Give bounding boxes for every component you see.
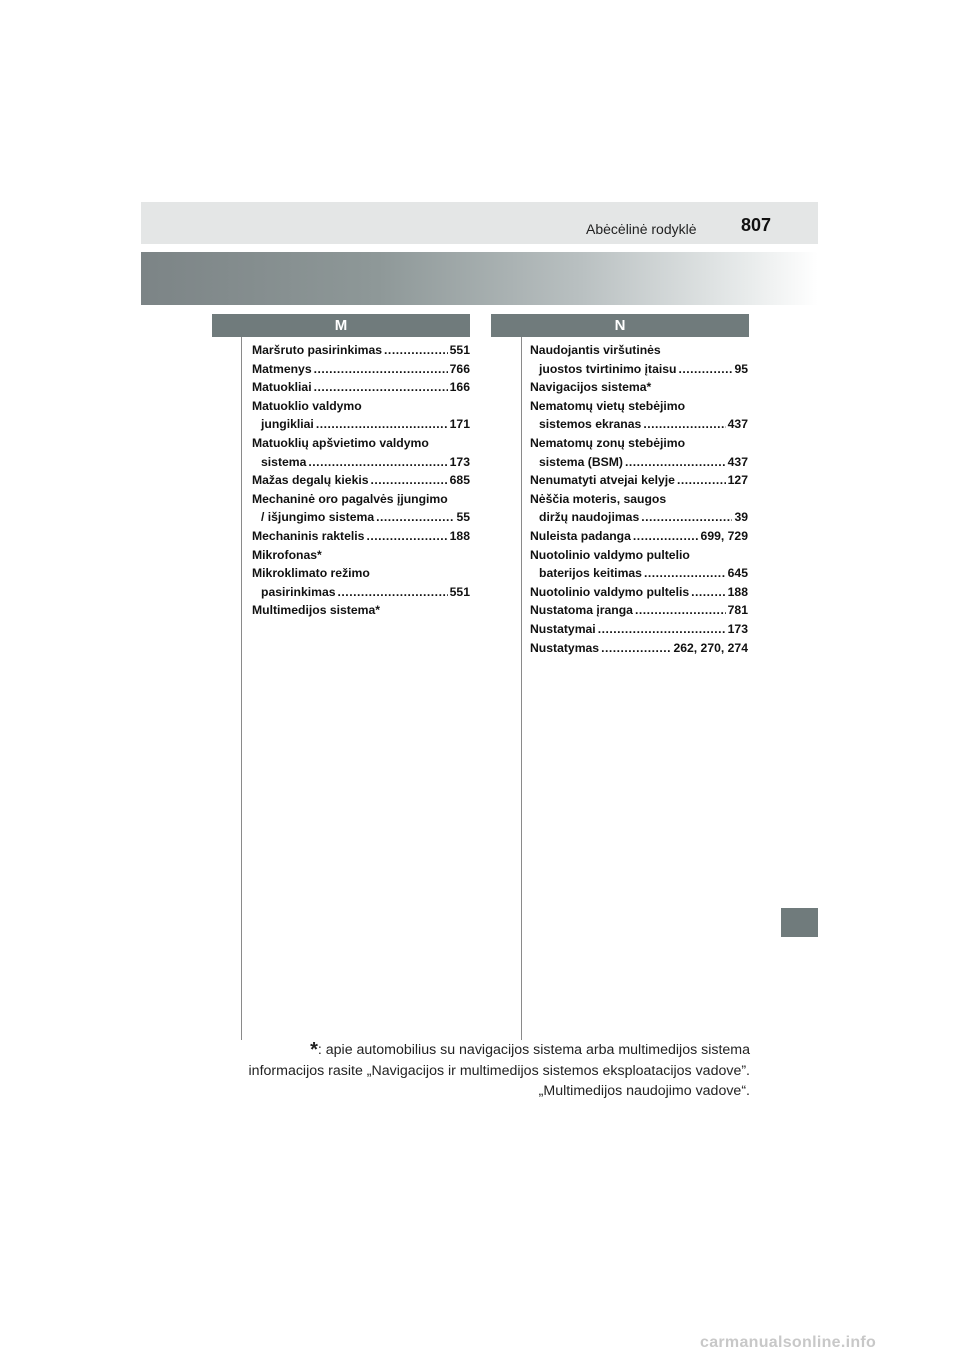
index-entry-line	[530, 620, 748, 639]
index-term: jungikliai	[261, 417, 314, 432]
dot-leader	[371, 471, 448, 490]
chapter-tab-marker	[781, 908, 818, 937]
column-divider-left	[241, 337, 242, 1040]
dot-leader	[677, 471, 726, 490]
index-term: Matuoklių apšvietimo valdymo	[252, 435, 429, 450]
index-entry	[530, 620, 748, 639]
page-header-title: Abėcėlinė rodyklė	[586, 221, 697, 237]
index-entry	[252, 397, 470, 434]
index-entry	[252, 546, 470, 565]
index-entry-line	[252, 471, 470, 490]
index-term: Nematomų vietų stebėjimo	[530, 398, 686, 413]
page-reference[interactable]: 437	[727, 417, 748, 432]
index-entry-line	[252, 360, 470, 379]
index-entry-line	[252, 508, 470, 527]
dot-leader	[633, 527, 699, 546]
index-entry-line	[530, 564, 748, 583]
index-entry-line	[530, 397, 748, 416]
decorative-gradient-band	[141, 252, 818, 305]
page-reference[interactable]: 699, 729	[700, 528, 748, 543]
index-term: / išjungimo sistema	[261, 510, 375, 525]
index-term: baterijos keitimas	[539, 566, 642, 581]
index-term: Mikroklimato režimo	[252, 566, 370, 581]
section-header-m: M	[212, 314, 470, 337]
index-term: Mechaninė oro pagalvės įjungimo	[252, 491, 448, 506]
page-reference[interactable]: 551	[449, 343, 470, 357]
index-term: Nėščia moteris, saugos	[530, 491, 667, 506]
index-entry	[530, 583, 748, 602]
dot-leader	[366, 527, 447, 546]
index-column-m	[252, 341, 470, 620]
page-reference[interactable]: 188	[449, 528, 470, 543]
index-term: Navigacijos sistema*	[530, 380, 652, 395]
dot-leader	[314, 378, 448, 397]
page-reference[interactable]: 39	[734, 510, 748, 525]
index-term: Nustatymai	[530, 621, 596, 636]
index-entry-line	[252, 601, 470, 620]
index-entry	[252, 341, 470, 360]
index-term: Nenumatyti atvejai kelyje	[530, 473, 675, 488]
index-entry-line	[530, 341, 748, 360]
index-entry	[530, 434, 748, 471]
page-reference[interactable]: 55	[456, 510, 470, 525]
page-reference[interactable]: 551	[449, 584, 470, 599]
index-term: Nematomų zonų stebėjimo	[530, 435, 686, 450]
index-term: Nuotolinio valdymo pultelis	[530, 584, 690, 599]
footnote-star: *	[310, 1039, 318, 1061]
index-term: pasirinkimas	[261, 584, 336, 599]
index-term: diržų naudojimas	[539, 510, 640, 525]
index-entry-line	[530, 378, 748, 397]
page-reference[interactable]: 645	[727, 566, 748, 581]
index-term: Mechaninis raktelis	[252, 528, 365, 543]
index-entry-line	[530, 639, 748, 658]
footnote-line-2: informacijos rasite „Navigacijos ir multimedijos sistemos eksploatacijos vadove”.	[248, 1062, 750, 1079]
page-reference[interactable]: 171	[449, 417, 470, 432]
index-entry-line	[530, 546, 748, 565]
index-entry-line	[530, 490, 748, 509]
index-entry-line	[530, 434, 748, 453]
dot-leader	[316, 415, 448, 434]
page-reference[interactable]: 262, 270, 274	[673, 640, 748, 655]
section-header-n: N	[491, 314, 749, 337]
page-reference[interactable]: 766	[449, 361, 470, 376]
page-reference[interactable]: 781	[727, 603, 748, 618]
index-entry	[252, 601, 470, 620]
index-entry-line	[530, 601, 748, 620]
index-entry	[530, 546, 748, 583]
index-entry-line	[530, 415, 748, 434]
index-entry	[530, 527, 748, 546]
index-entry-line	[530, 583, 748, 602]
index-entry-line	[530, 453, 748, 472]
page-reference[interactable]: 173	[449, 454, 470, 469]
index-entry-line	[252, 527, 470, 546]
index-entry	[252, 471, 470, 490]
index-term: sistemos ekranas	[539, 417, 642, 432]
dot-leader	[601, 639, 671, 658]
index-entry	[530, 601, 748, 620]
index-entry-line	[252, 583, 470, 602]
index-entry	[530, 471, 748, 490]
index-entry-line	[252, 453, 470, 472]
index-term: Nuotolinio valdymo pultelio	[530, 547, 690, 562]
index-entry-line	[252, 434, 470, 453]
index-entry	[252, 434, 470, 471]
index-term: Matuokliai	[252, 380, 312, 395]
index-entry-line	[530, 471, 748, 490]
index-entry	[530, 490, 748, 527]
index-term: Nuleista padanga	[530, 528, 631, 543]
watermark: carmanualsonline.info	[700, 1334, 877, 1351]
dot-leader	[314, 360, 448, 379]
page-reference[interactable]: 188	[727, 584, 748, 599]
footnote	[150, 1040, 750, 1102]
index-column-n	[530, 341, 748, 657]
dot-leader	[308, 453, 447, 472]
dot-leader	[644, 564, 726, 583]
index-entry	[252, 564, 470, 601]
index-entry-line	[252, 490, 470, 509]
page-reference[interactable]: 437	[727, 454, 748, 469]
page-number: 807	[741, 215, 772, 235]
dot-leader	[598, 620, 726, 639]
footnote-line-1	[150, 1040, 750, 1061]
page-reference[interactable]: 685	[449, 473, 470, 488]
index-term: Nustatymas	[530, 640, 600, 655]
dot-leader	[635, 601, 726, 620]
index-entry-line	[252, 415, 470, 434]
index-term: Mikrofonas*	[252, 547, 322, 562]
index-entry	[252, 490, 470, 527]
index-term: Matmenys	[252, 361, 312, 376]
footnote-line-3: „Multimedijos naudojimo vadove“.	[538, 1083, 750, 1099]
index-entry-line	[530, 360, 748, 379]
index-term: Nustatoma įranga	[530, 603, 633, 618]
page-reference[interactable]: 166	[449, 380, 470, 395]
index-entry	[530, 378, 748, 397]
index-term: Maršruto pasirinkimas	[252, 343, 383, 357]
index-term: juostos tvirtinimo įtaisu	[539, 361, 677, 376]
index-term: sistema (BSM)	[539, 454, 623, 469]
dot-leader	[338, 583, 448, 602]
index-entry-line	[252, 341, 470, 360]
index-entry-line	[252, 564, 470, 583]
header-band	[141, 202, 818, 244]
column-divider-right	[521, 337, 522, 1040]
page-reference[interactable]: 95	[734, 361, 748, 376]
index-entry-line	[252, 378, 470, 397]
index-entry	[252, 378, 470, 397]
index-term: Multimedijos sistema*	[252, 603, 381, 618]
index-entry	[530, 397, 748, 434]
index-term: Matuoklio valdymo	[252, 398, 362, 413]
page-reference[interactable]: 127	[727, 473, 748, 488]
dot-leader	[678, 360, 732, 379]
index-entry-line	[530, 508, 748, 527]
footnote-text-1: : apie automobilius su navigacijos sistema arba multimedijos sistema	[317, 1042, 750, 1058]
index-entry	[252, 527, 470, 546]
dot-leader	[625, 453, 726, 472]
index-term: sistema	[261, 454, 307, 469]
index-entry	[252, 360, 470, 379]
dot-leader	[384, 341, 448, 360]
index-term: Mažas degalų kiekis	[252, 473, 369, 488]
dot-leader	[643, 415, 725, 434]
page-reference[interactable]: 173	[727, 621, 748, 636]
index-term: Naudojantis viršutinės	[530, 343, 661, 357]
index-entry-line	[252, 546, 470, 565]
index-entry-line	[252, 397, 470, 416]
dot-leader	[641, 508, 732, 527]
index-entry	[530, 639, 748, 658]
dot-leader	[376, 508, 454, 527]
index-entry	[530, 341, 748, 378]
index-entry-line	[530, 527, 748, 546]
dot-leader	[691, 583, 726, 602]
